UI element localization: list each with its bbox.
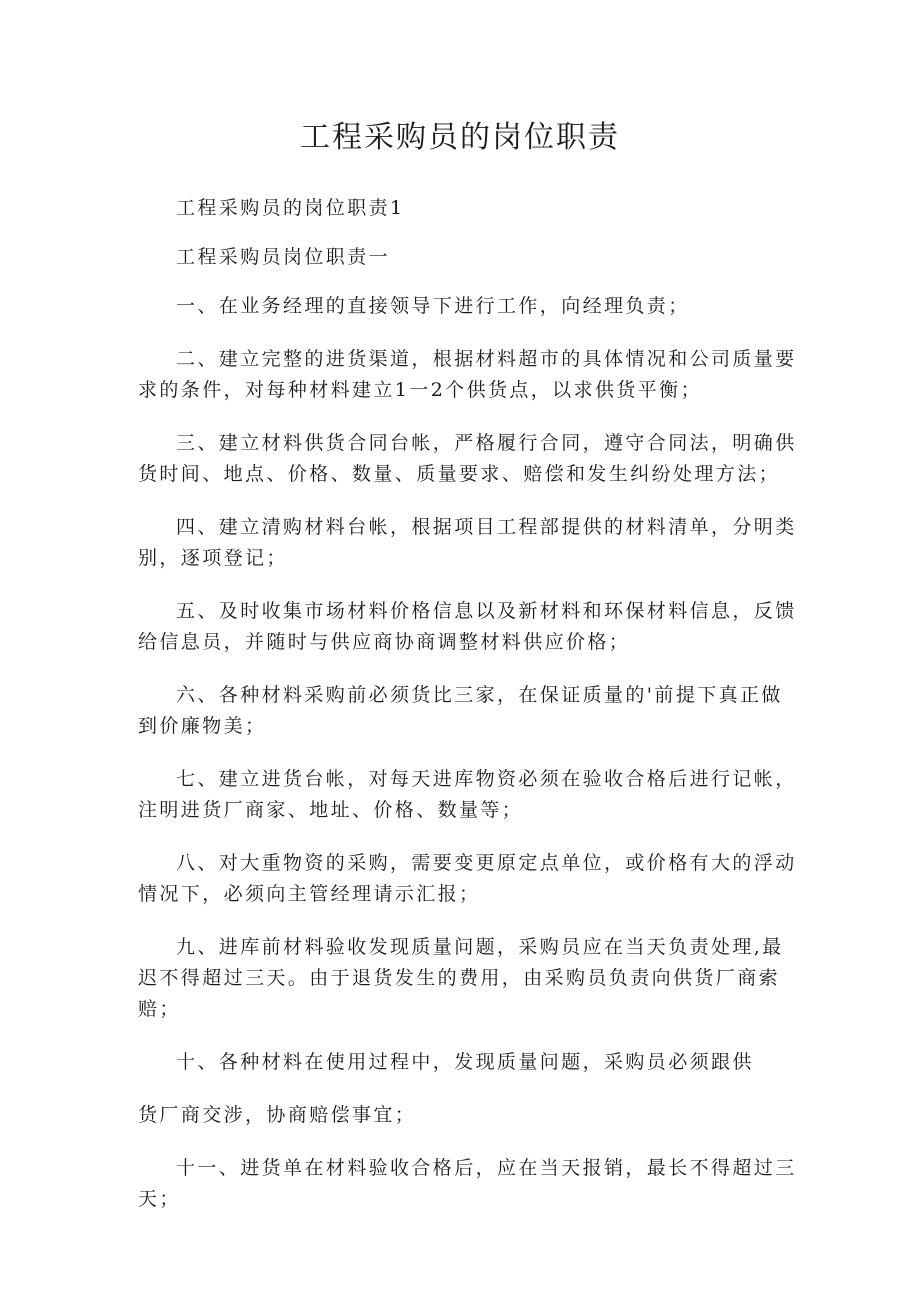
paragraph-9: 九、进库前材料验收发现质量问题，采购员应在当天负责处理,最迟不得超过三天。由于退货发生的费用，由采购员负责向供货厂商索赔； [138, 936, 784, 1020]
paragraph-11: 十一、进货单在材料验收合格后，应在当天报销，最长不得超过三天； [138, 1157, 797, 1210]
paragraph-6: 六、各种材料采购前必须货比三家，在保证质量的'前提下真正做到价廉物美； [138, 684, 783, 737]
page-title: 工程采购员的岗位职责 [300, 120, 620, 155]
paragraph-4: 四、建立清购材料台帐，根据项目工程部提供的材料清单，分明类别，逐项登记； [138, 516, 797, 569]
subtitle: 工程采购员的岗位职责1 [176, 197, 405, 219]
paragraph-2: 二、建立完整的进货渠道，根据材料超市的具体情况和公司质量要求的条件，对每种材料建立1一2个供货点，以求供货平衡； [138, 348, 797, 401]
document-body [138, 193, 798, 1237]
paragraph-10: 十、各种材料在使用过程中，发现质量问题，采购员必须跟供 [176, 1051, 754, 1073]
paragraph-8: 八、对大重物资的采购，需要变更原定点单位，或价格有大的浮动情况下，必须向主管经理请示汇报； [138, 852, 797, 905]
paragraph-10-continuation: 货厂商交涉，协商赔偿事宜； [138, 1104, 417, 1126]
paragraph-3: 三、建立材料供货合同台帐，严格履行合同，遵守合同法，明确供货时间、地点、价格、数量、质量要求、赔偿和发生纠纷处理方法； [138, 432, 797, 485]
paragraph-1: 一、在业务经理的直接领导下进行工作，向经理负责； [176, 295, 690, 317]
paragraph-7: 七、建立进货台帐，对每天进库物资必须在验收合格后进行记帐，注明进货厂商家、地址、价格、数量等； [138, 768, 797, 821]
paragraph-5: 五、及时收集市场材料价格信息以及新材料和环保材料信息，反馈给信息员，并随时与供应商协商调整材料供应价格； [138, 600, 797, 653]
section-heading: 工程采购员岗位职责一 [176, 246, 391, 268]
